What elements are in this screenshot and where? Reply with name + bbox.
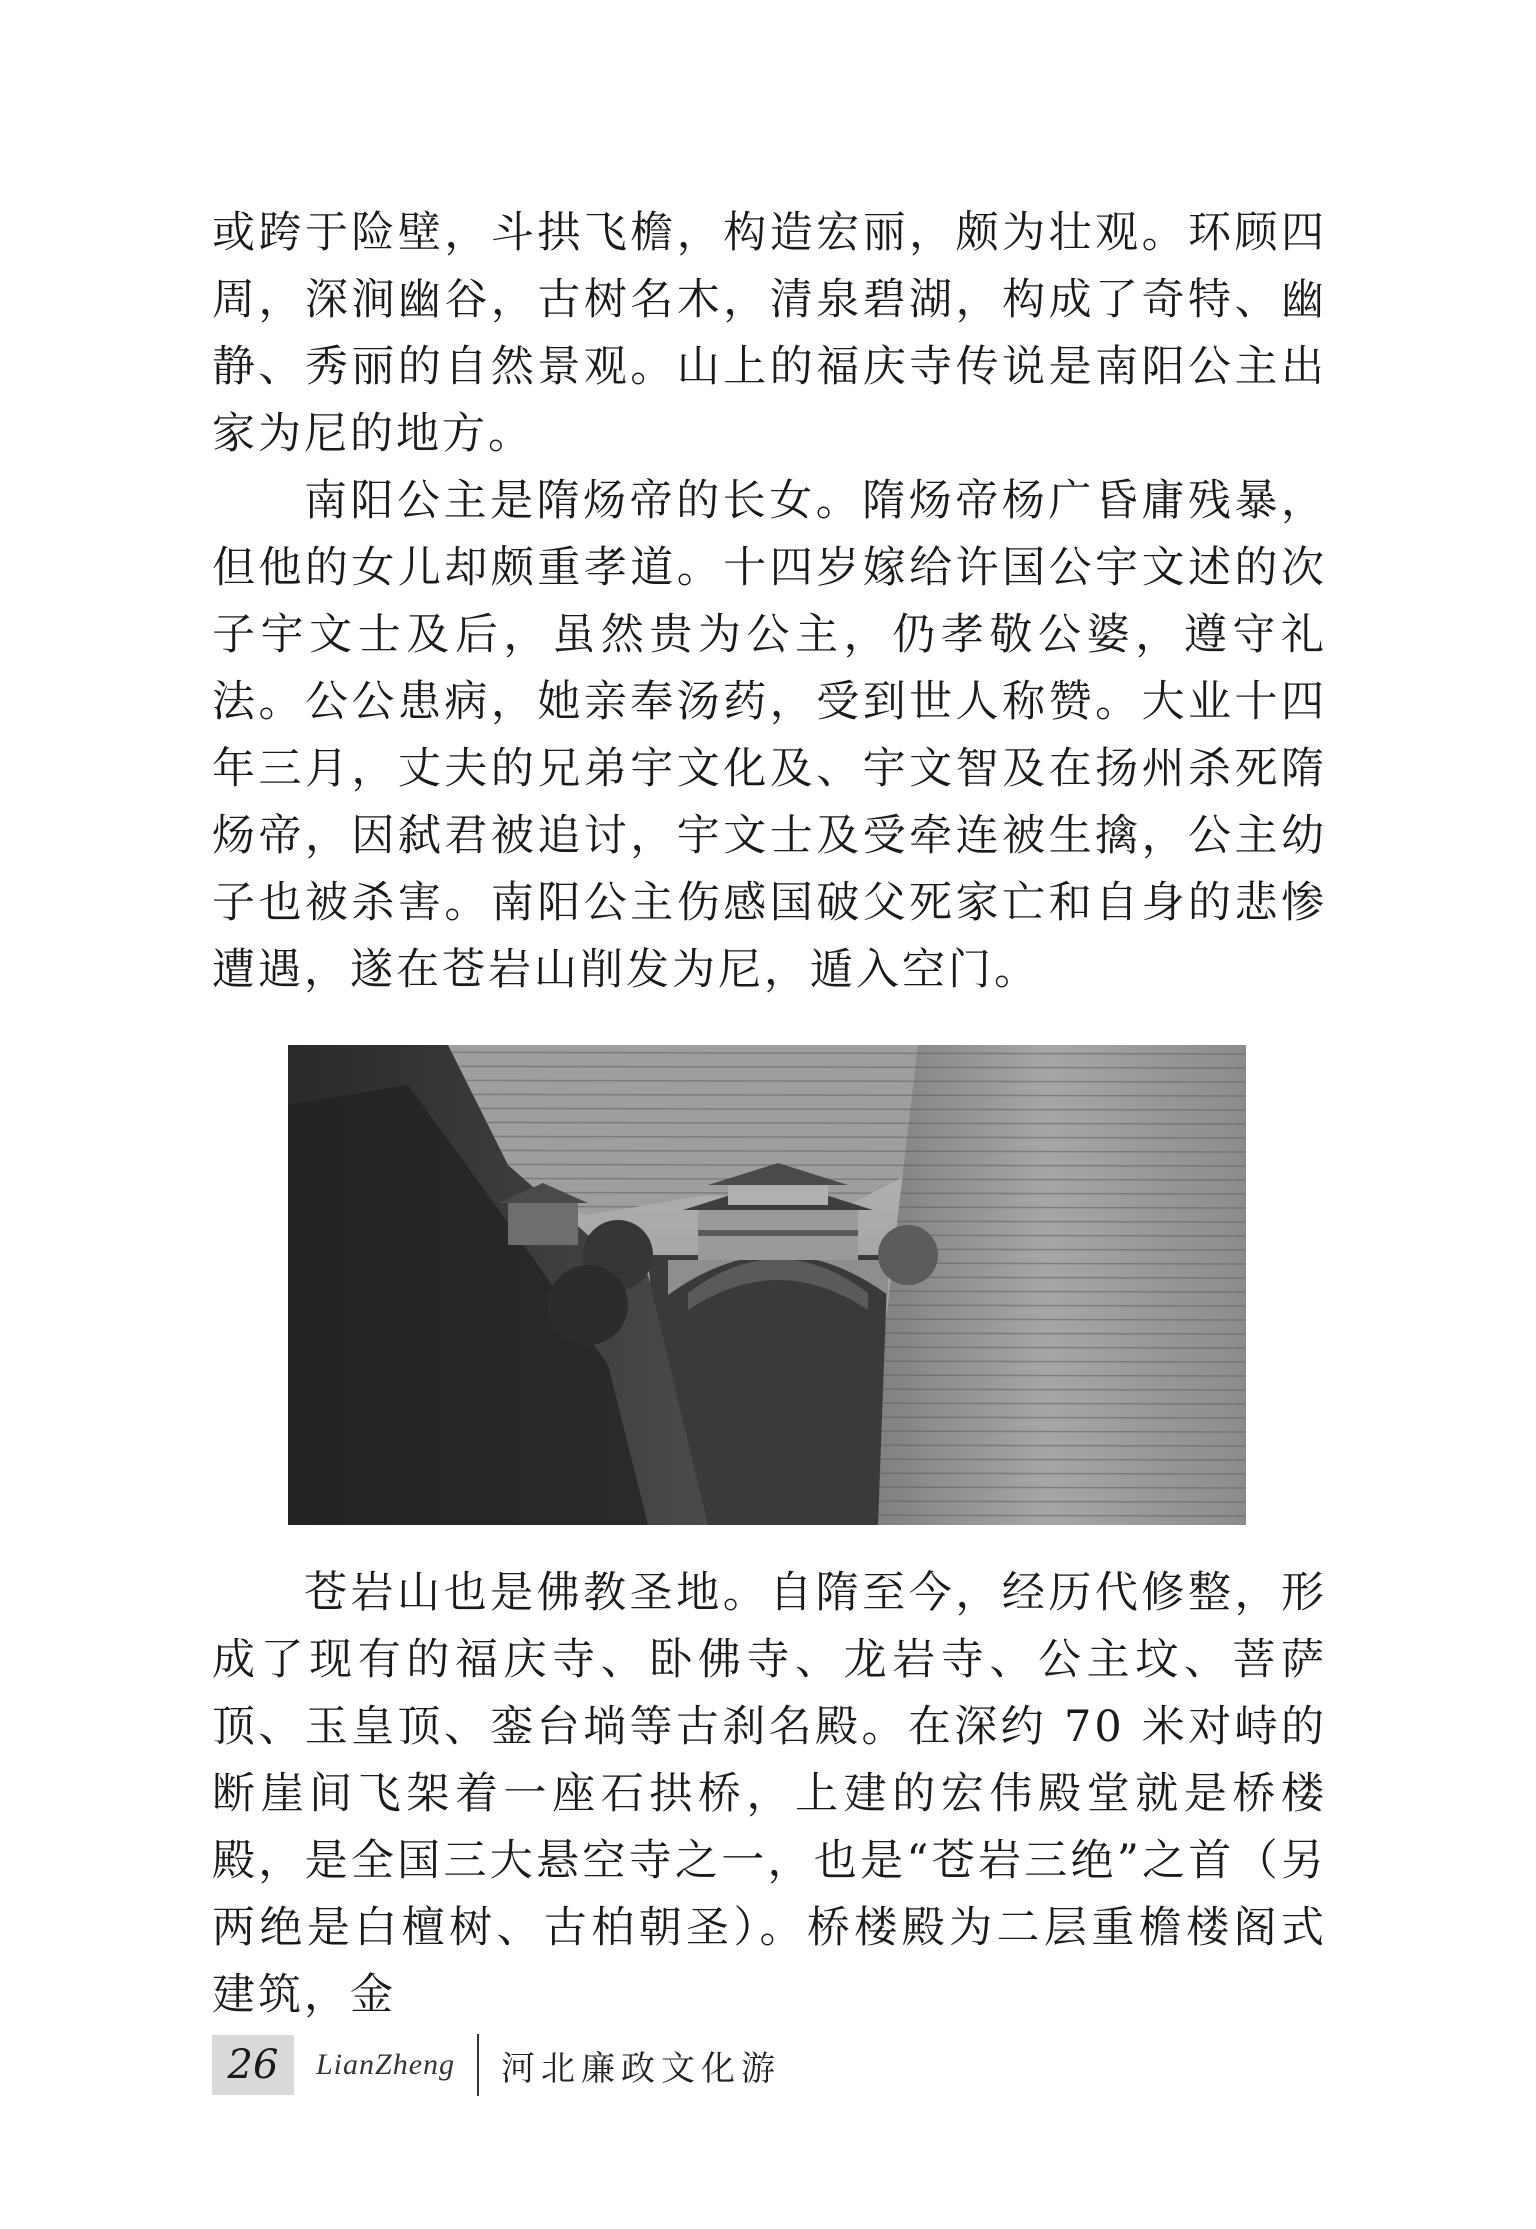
page-footer — [212, 2035, 781, 2095]
article-text-bottom — [212, 1560, 1327, 2029]
page-number: 26 — [212, 2035, 294, 2095]
paragraph-princess-story: 南阳公主是隋炀帝的长女。隋炀帝杨广昏庸残暴，但他的女儿却颇重孝道。十四岁嫁给许国公宇文述的次子宇文士及后，虽然贵为公主，仍孝敬公婆，遵守礼法。公公患病，她亲奉汤药，受到世人称赞。大业十四年三月，丈夫的兄弟宇文化及、宇文智及在扬州杀死隋炀帝，因弑君被追讨，宇文士及受牵连被生擒，公主幼子也被杀害。南阳公主伤感国破父死家亡和自身的悲惨遭遇，遂在苍岩山削发为尼，遁入空门。 — [212, 476, 1327, 995]
bridge-pavilion-photo — [288, 1045, 1246, 1525]
paragraph-continuation: 或跨于险壁，斗拱飞檐，构造宏丽，颇为壮观。环顾四周，深涧幽谷，古树名木，清泉碧湖，构成了奇特、幽静、秀丽的自然景观。山上的福庆寺传说是南阳公主出家为尼的地方。 — [212, 208, 1327, 459]
article-text-top — [212, 200, 1327, 1004]
paragraph-buddhist-site: 苍岩山也是佛教圣地。自隋至今，经历代修整，形成了现有的福庆寺、卧佛寺、龙岩寺、公主坟、菩萨顶、玉皇顶、銮台埫等古刹名殿。在深约 70 米对峙的断崖间飞架着一座石拱桥，上建的宏伟殿堂就是桥楼殿，是全国三大悬空寺之一，也是“苍岩三绝”之首（另两绝是白檀树、古柏朝圣）。桥楼殿为二层重檐楼阁式建筑，金 — [212, 1568, 1327, 2020]
footer-divider — [477, 2034, 479, 2096]
book-title: 河北廉政文化游 — [501, 2048, 782, 2089]
cliff-bridge-illustration — [288, 1045, 1246, 1525]
brand-wordmark: LianZheng — [316, 2048, 456, 2081]
